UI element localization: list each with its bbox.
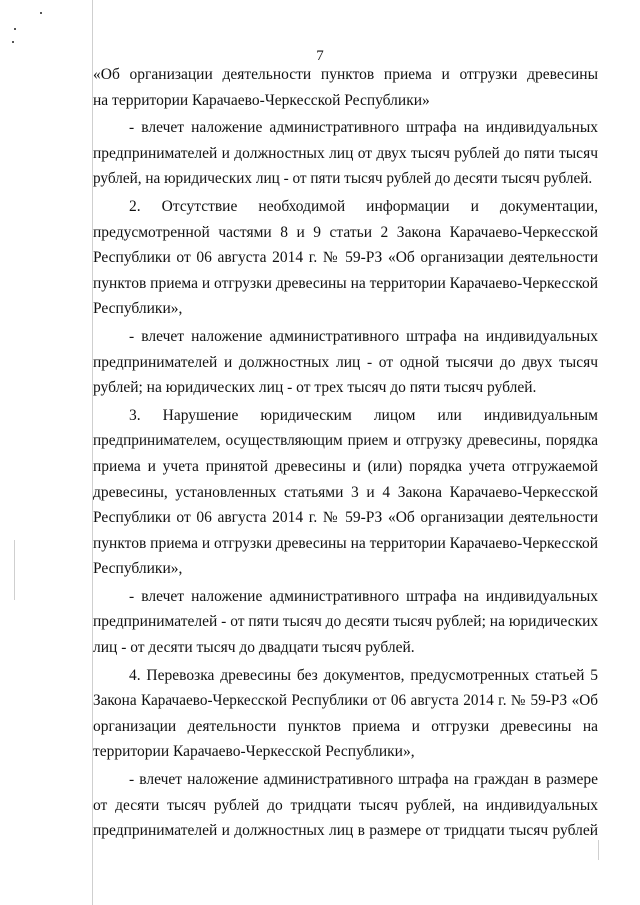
text-line: пунктов приема и отгрузки древесины на территории Карачаево-Черкесской — [93, 534, 598, 552]
text-line: Республики», — [93, 560, 183, 578]
text-line: предпринимателей и должностных лиц от двух тысяч рублей до пяти тысяч — [93, 144, 598, 162]
text-line: - влечет наложение административного штрафа на индивидуальных — [129, 327, 598, 345]
paragraph-penalty-1 — [93, 115, 598, 192]
text-line: предусмотренной частями 8 и 9 статьи 2 Закона Карачаево-Черкесской — [93, 223, 598, 241]
text-line: приема и учета принятой древесины и (или) порядка учета отгружаемой — [93, 457, 598, 475]
text-line: «Об организации деятельности пунктов приема и отгрузки древесины — [93, 66, 598, 83]
text-line: предпринимателей и должностных лиц в размере от тридцати тысяч рублей — [93, 822, 598, 840]
document-body — [93, 62, 598, 844]
scan-speck — [14, 28, 16, 30]
text-line: пунктов приема и отгрузки древесины на территории Карачаево-Черкесской — [93, 274, 598, 292]
scan-speck — [12, 41, 14, 43]
text-line: территории Карачаево-Черкесской Республики», — [93, 743, 415, 761]
text-line: предпринимателем, осуществляющим прием и отгрузку древесины, порядка — [93, 432, 598, 450]
text-line: Республики от 06 августа 2014 г. № 59-РЗ «Об организации деятельности — [93, 249, 598, 267]
text-line: организации деятельности пунктов приема и отгрузки древесины на — [93, 717, 598, 735]
text-line: на территории Карачаево-Черкесской Республики» — [93, 91, 430, 109]
text-line: - влечет наложение административного штрафа на индивидуальных — [129, 119, 598, 137]
paragraph-penalty-4 — [93, 767, 598, 844]
paragraph-penalty-3 — [93, 584, 598, 661]
paragraph-penalty-2 — [93, 324, 598, 401]
scan-speck — [40, 12, 42, 14]
text-line: предпринимателей - от пяти тысяч до десяти тысяч рублей; на юридических — [93, 613, 599, 631]
text-line: древесины, установленных статьями 3 и 4 Закона Карачаево-Черкесской — [93, 483, 598, 501]
text-line: от десяти тысяч рублей до тридцати тысяч рублей, на индивидуальных — [93, 796, 598, 814]
paragraph-item-3 — [93, 403, 598, 582]
paragraph-item-4 — [93, 663, 598, 765]
scan-edge-line — [14, 540, 15, 600]
text-line: Республики от 06 августа 2014 г. № 59-РЗ «Об организации деятельности — [93, 509, 598, 527]
text-line: рублей, на юридических лиц - от пяти тысяч рублей до десяти тысяч рублей. — [93, 170, 593, 188]
scan-edge-line — [598, 840, 599, 860]
text-line: лиц - от десяти тысяч до двадцати тысяч рублей. — [93, 639, 415, 657]
paragraph-title-continuation — [93, 62, 598, 113]
text-line: - влечет наложение административного штрафа на граждан в размере — [129, 771, 598, 789]
page-number: 7 — [316, 48, 324, 64]
text-line: 3. Нарушение юридическим лицом или индивидуальным — [129, 406, 598, 424]
text-line: 4. Перевозка древесины без документов, предусмотренных статьей 5 — [129, 666, 598, 684]
text-line: - влечет наложение административного штрафа на индивидуальных — [129, 587, 598, 605]
text-line: Республики», — [93, 300, 183, 318]
text-line: 2. Отсутствие необходимой информации и документации, — [129, 197, 598, 215]
paragraph-item-2 — [93, 194, 598, 322]
text-line: Закона Карачаево-Черкесской Республики от 06 августа 2014 г. № 59-РЗ «Об — [93, 692, 598, 710]
text-line: предпринимателей и должностных лиц - от одной тысячи до двух тысяч — [93, 353, 598, 371]
text-line: рублей; на юридических лиц - от трех тысяч до пяти тысяч рублей. — [93, 379, 537, 397]
